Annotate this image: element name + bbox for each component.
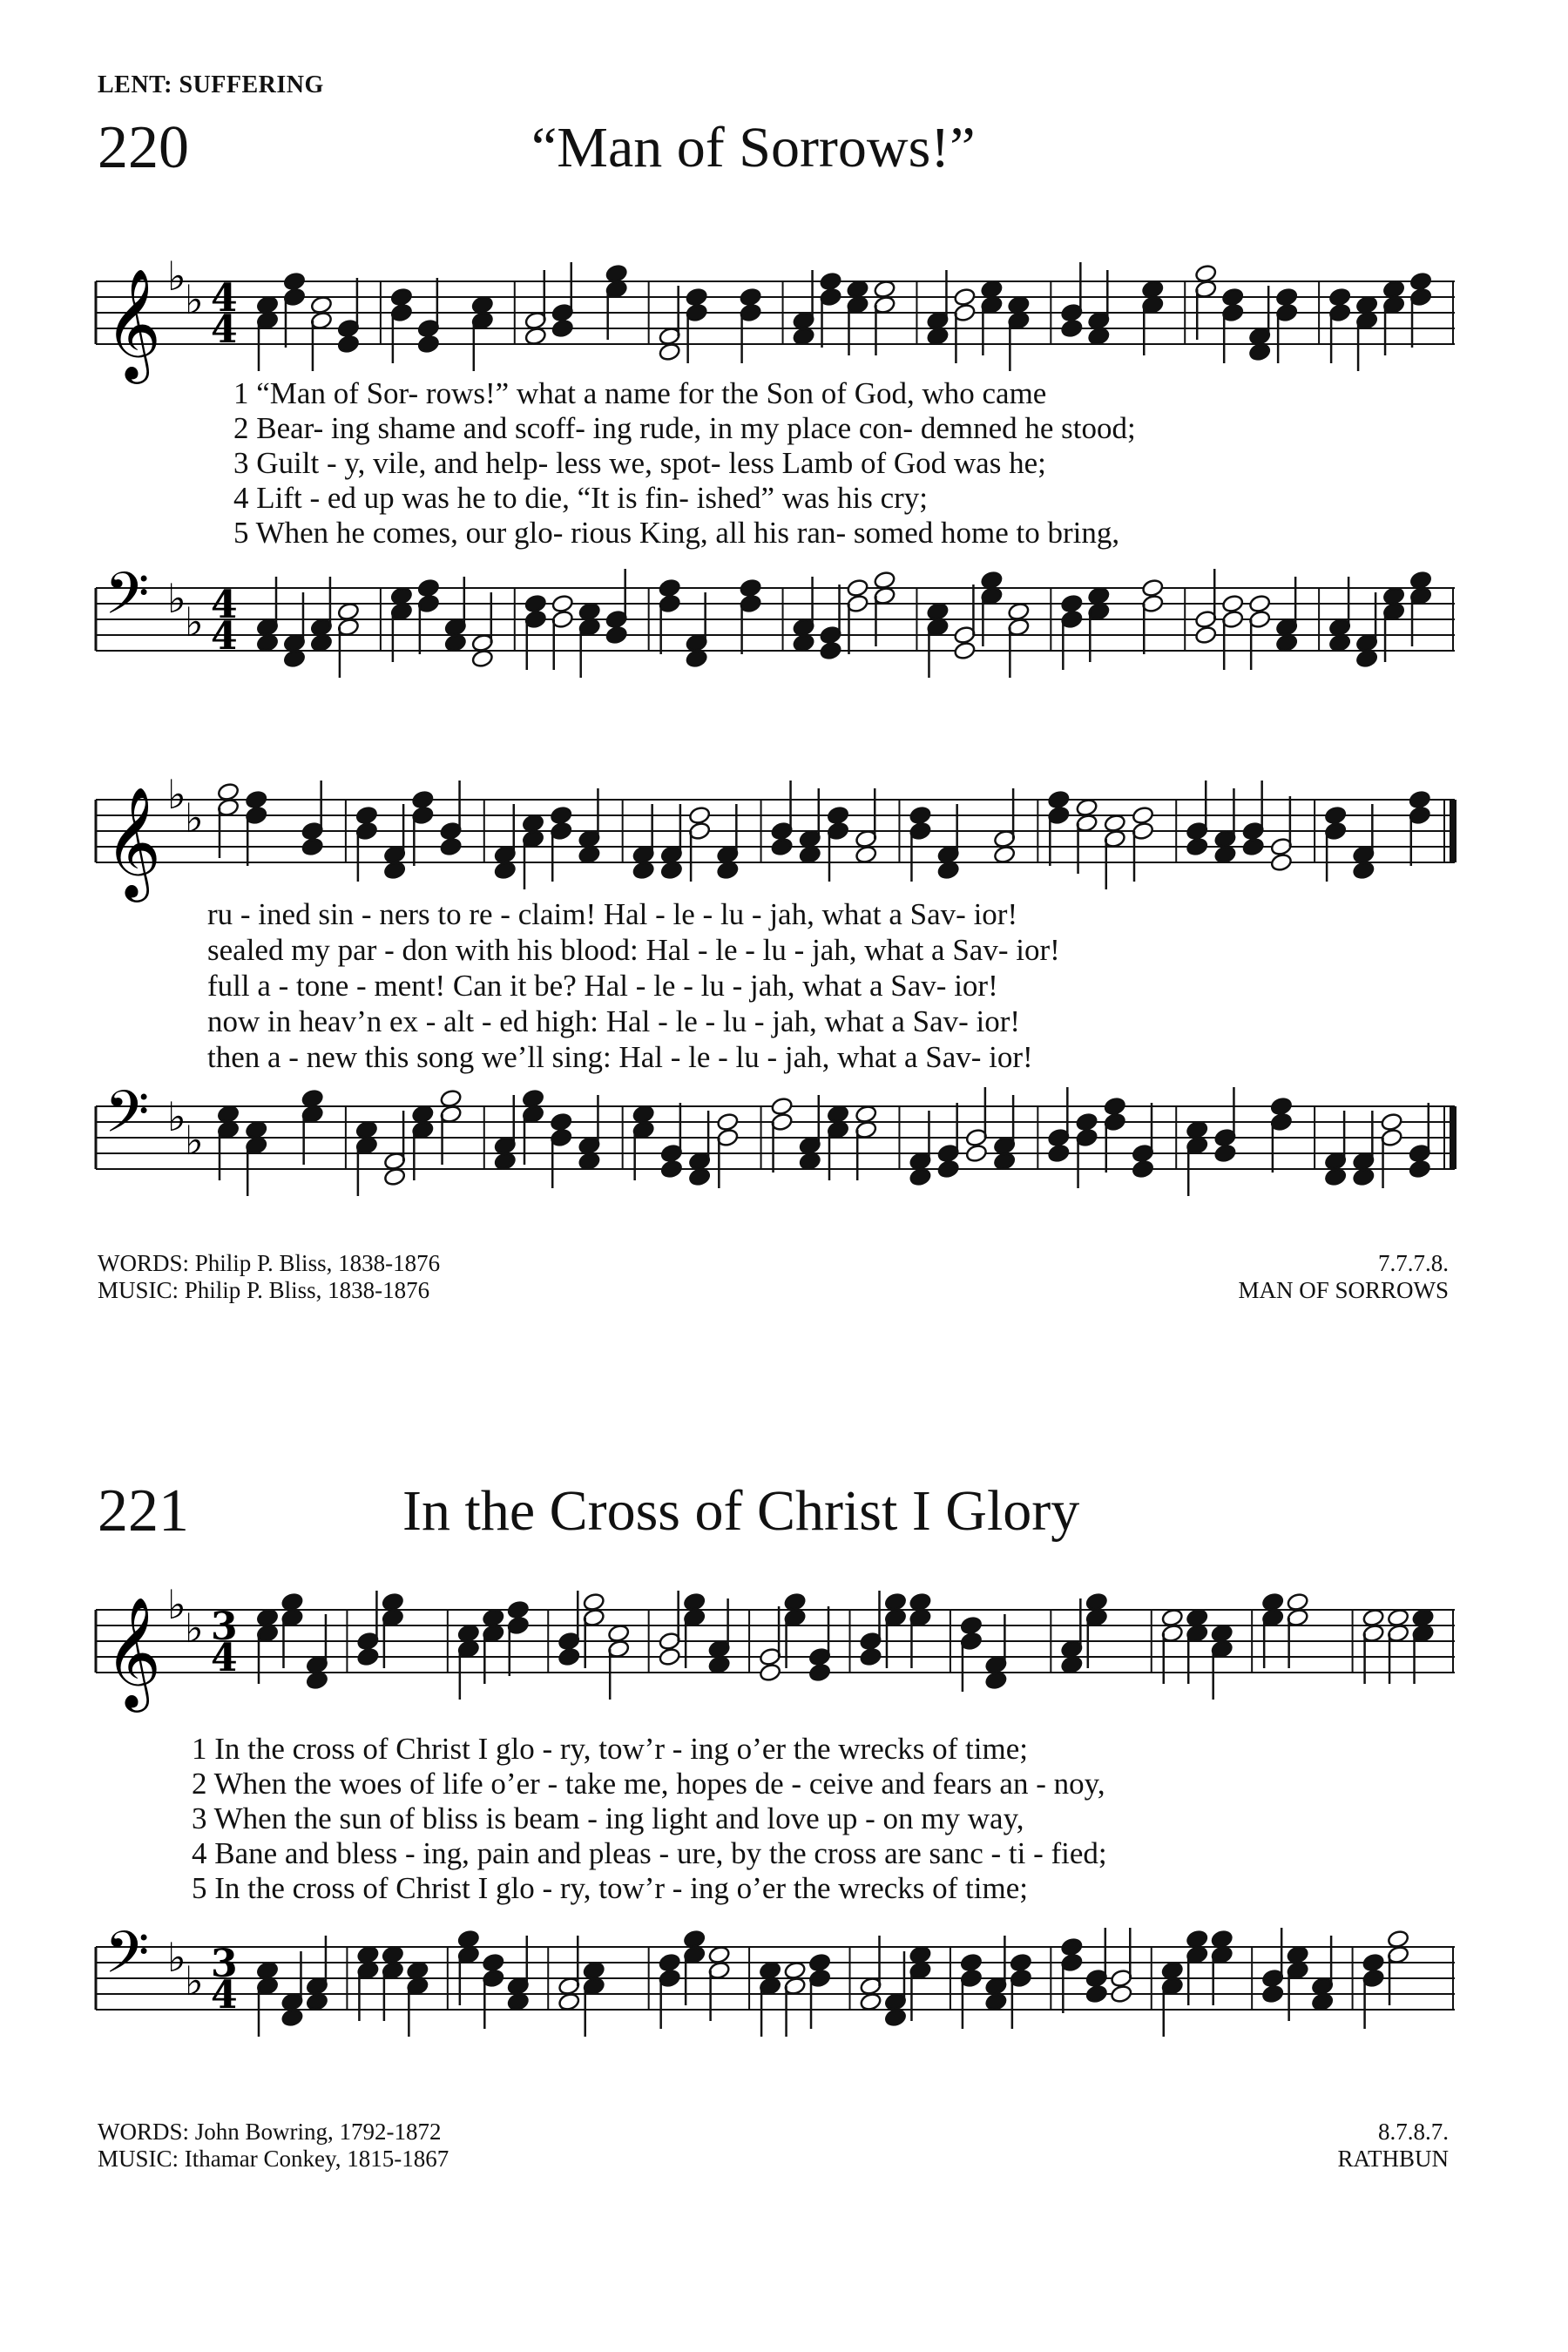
half-note (1194, 625, 1217, 645)
treble-staff (96, 240, 1455, 379)
quarter-note (1362, 1953, 1385, 1973)
half-note (783, 1961, 806, 1981)
lyric-line: 1 “Man of Sor- rows!” what a name for the Son of God, who came (233, 376, 1047, 410)
quarter-note (909, 1592, 931, 1612)
quarter-note (819, 272, 841, 292)
quarter-note (355, 1120, 378, 1140)
quarter-note (686, 649, 708, 669)
quarter-note (1221, 287, 1244, 308)
lyric-line: 3 Guilt - y, vile, and help- less we, spot- less Lamb of God was he; (233, 446, 1046, 480)
credits (98, 1250, 440, 1304)
quarter-note (310, 633, 333, 653)
flat-icon: ♭ (185, 1117, 204, 1164)
quarter-note (659, 1953, 681, 1973)
quarter-note (558, 1647, 580, 1667)
half-note (1248, 594, 1271, 614)
quarter-note (1211, 1624, 1233, 1644)
quarter-note (659, 578, 681, 598)
quarter-note (632, 1105, 655, 1125)
quarter-note (1186, 837, 1208, 857)
quarter-note (406, 1961, 429, 1981)
half-note (1075, 798, 1098, 818)
flat-icon: ♭ (167, 1093, 186, 1140)
half-note (1380, 1112, 1402, 1132)
flat-icon: ♭ (185, 1605, 204, 1652)
half-note (310, 295, 333, 315)
tune-info (1337, 2119, 1449, 2173)
quarter-note (1324, 806, 1347, 826)
tune-info (1238, 1250, 1449, 1304)
quarter-note (1161, 1961, 1184, 1981)
lyric-line: full a - tone - ment! Can it be? Hal - le - lu - jah, what a Sav- ior! (207, 969, 998, 1003)
time-signature-top: 3 (211, 1942, 238, 1986)
quarter-note (280, 1592, 303, 1612)
lyric-line: ru - ined sin - ners to re - claim! Hal - le - lu - jah, what a Sav- ior! (207, 897, 1018, 931)
quarter-note (792, 633, 814, 653)
half-note (1362, 1608, 1385, 1628)
quarter-note (1409, 1159, 1431, 1179)
quarter-note (578, 1152, 600, 1172)
quarter-note (909, 1167, 931, 1187)
quarter-note (411, 1105, 434, 1125)
quarter-note (1047, 1144, 1070, 1164)
flat-icon: ♭ (167, 575, 186, 622)
quarter-note (1047, 790, 1070, 810)
quarter-note (1352, 1167, 1375, 1187)
quarter-note (1382, 280, 1405, 300)
quarter-note (494, 1152, 517, 1172)
quarter-note (770, 837, 793, 857)
quarter-note (605, 264, 628, 284)
lyric-line: 5 In the cross of Christ I glo - ry, tow’r - ing o’er the wrecks of time; (192, 1871, 1028, 1905)
quarter-note (926, 327, 949, 347)
quarter-note (522, 814, 544, 834)
quarter-note (383, 861, 406, 881)
quarter-note (960, 1616, 983, 1636)
lyric-line: 4 Lift - ed up was he to die, “It is fin- ished” was his cry; (233, 481, 929, 515)
quarter-note (1409, 790, 1431, 810)
quarter-note (984, 1992, 1007, 2012)
quarter-note (1007, 295, 1030, 315)
quarter-note (1287, 1945, 1309, 1965)
quarter-note (740, 578, 762, 598)
quarter-note (846, 280, 868, 300)
time-signature-top: 4 (211, 583, 238, 627)
lyric-line: 5 When he comes, our glo- rious King, all his ran- somed home to bring, (233, 516, 1120, 550)
music-credit: MUSIC: Ithamar Conkey, 1815-1867 (98, 2146, 449, 2172)
quarter-note (1060, 594, 1083, 614)
half-note (1287, 1592, 1309, 1612)
quarter-note (1087, 586, 1110, 606)
flat-icon: ♭ (185, 1957, 204, 2004)
bass-clef-icon: 𝄢 (105, 560, 150, 641)
half-note (217, 782, 240, 802)
half-note (383, 1167, 406, 1187)
quarter-note (1409, 272, 1432, 292)
quarter-note (1352, 861, 1375, 881)
quarter-note (1242, 837, 1265, 857)
half-note (859, 1992, 882, 2012)
quarter-note (1186, 1120, 1208, 1140)
quarter-note (256, 1608, 279, 1628)
quarter-note (1270, 1097, 1293, 1117)
quarter-note (356, 1647, 379, 1667)
quarter-note (926, 602, 949, 622)
quarter-note (980, 571, 1003, 591)
quarter-note (827, 806, 849, 826)
quarter-note (859, 1647, 882, 1667)
half-note (993, 845, 1016, 865)
quarter-note (301, 837, 324, 857)
quarter-note (1328, 287, 1351, 308)
half-note (759, 1663, 781, 1683)
half-note (1221, 594, 1244, 614)
quarter-note (909, 806, 931, 826)
quarter-note (1324, 1167, 1347, 1187)
quarter-note (507, 1600, 530, 1620)
half-note (855, 845, 877, 865)
tune-name: RATHBUN (1337, 2146, 1449, 2172)
time-signature-bottom: 4 (211, 1636, 238, 1680)
quarter-note (283, 649, 306, 669)
time-signature-top: 3 (211, 1605, 238, 1649)
quarter-note (301, 1089, 324, 1109)
quarter-note (306, 1671, 328, 1691)
half-note (551, 594, 574, 614)
quarter-note (686, 287, 708, 308)
lyric-line: 2 Bear- ing shame and scoff- ing rude, in my place con- demned he stood; (233, 411, 1136, 445)
quarter-note (660, 861, 683, 881)
flat-icon: ♭ (185, 794, 204, 841)
hymn-number: 220 (98, 114, 189, 181)
quarter-note (960, 1953, 983, 1973)
quarter-note (909, 1945, 931, 1965)
quarter-note (439, 837, 462, 857)
half-note (583, 1592, 605, 1612)
quarter-note (245, 1120, 267, 1140)
half-note (846, 578, 868, 598)
half-note (1132, 806, 1154, 826)
quarter-note (1355, 295, 1378, 315)
quarter-note (683, 1930, 706, 1950)
quarter-note (1261, 1984, 1284, 2004)
half-note (1007, 602, 1030, 622)
half-note (524, 327, 547, 347)
half-note (1270, 853, 1293, 873)
credits (98, 2119, 449, 2173)
quarter-note (1213, 845, 1236, 865)
half-note (439, 1089, 462, 1109)
words-credit: WORDS: John Bowring, 1792-1872 (98, 2119, 442, 2145)
quarter-note (605, 625, 628, 645)
lyric-line: 3 When the sun of bliss is beam - ing light and love up - on my way, (192, 1801, 1024, 1835)
half-note (1161, 1608, 1184, 1628)
quarter-note (524, 594, 547, 614)
quarter-note (716, 861, 739, 881)
quarter-note (411, 790, 434, 810)
treble-clef-icon: 𝄞 (105, 267, 162, 379)
quarter-note (1132, 1159, 1154, 1179)
quarter-note (937, 1159, 960, 1179)
lyric-line: 1 In the cross of Christ I glo - ry, tow’r - ing o’er the wrecks of time; (192, 1732, 1028, 1766)
quarter-note (578, 845, 600, 865)
quarter-note (827, 1105, 849, 1125)
half-note (1194, 264, 1217, 284)
quarter-note (256, 633, 279, 653)
half-note (953, 287, 976, 308)
half-note (716, 1112, 739, 1132)
words-credit: WORDS: Philip P. Bliss, 1838-1876 (98, 1250, 441, 1276)
time-signature-bottom: 4 (211, 308, 238, 352)
quarter-note (390, 586, 413, 606)
tune-name: MAN OF SORROWS (1238, 1277, 1449, 1303)
quarter-note (382, 1945, 404, 1965)
quarter-note (783, 1592, 806, 1612)
quarter-note (884, 1592, 907, 1612)
quarter-note (792, 327, 814, 347)
quarter-note (1060, 1655, 1083, 1675)
quarter-note (337, 335, 360, 355)
quarter-note (283, 272, 306, 292)
quarter-note (1104, 1097, 1126, 1117)
half-note (1387, 1930, 1409, 1950)
quarter-note (1186, 1930, 1208, 1950)
quarter-note (471, 295, 494, 315)
half-note (1104, 814, 1126, 834)
quarter-note (993, 1152, 1016, 1172)
quarter-note (808, 1953, 831, 1973)
half-note (1387, 1608, 1409, 1628)
half-note (770, 1097, 793, 1117)
bass-staff (96, 562, 1455, 719)
quarter-note (444, 633, 467, 653)
half-note (659, 1647, 681, 1667)
quarter-note (217, 1105, 240, 1125)
quarter-note (819, 641, 841, 661)
quarter-note (799, 1152, 821, 1172)
quarter-note (984, 1671, 1007, 1691)
quarter-note (583, 1961, 605, 1981)
quarter-note (550, 806, 572, 826)
treble-staff (96, 758, 1455, 897)
music-credit: MUSIC: Philip P. Bliss, 1838-1876 (98, 1277, 430, 1303)
quarter-note (256, 1961, 279, 1981)
hymn-title: In the Cross of Christ I Glory (402, 1479, 1080, 1543)
half-note (688, 806, 711, 826)
lyric-line: 4 Bane and bless - ing, pain and pleas - ure, by the cross are sanc - ti - fied; (192, 1836, 1107, 1870)
quarter-note (1075, 1112, 1098, 1132)
quarter-note (660, 1159, 683, 1179)
section-label: LENT: SUFFERING (98, 71, 324, 98)
half-note (873, 571, 896, 591)
half-note (471, 649, 494, 669)
quarter-note (382, 1592, 404, 1612)
quarter-note (980, 280, 1003, 300)
time-signature-bottom: 4 (211, 1973, 238, 2017)
quarter-note (482, 1953, 504, 1973)
quarter-note (1411, 1608, 1434, 1628)
quarter-note (1355, 649, 1378, 669)
hymn-title: “Man of Sorrows!” (531, 116, 976, 179)
half-note (1110, 1984, 1132, 2004)
time-signature-bottom: 4 (211, 614, 238, 659)
bass-clef-icon: 𝄢 (105, 1919, 150, 2000)
flat-icon: ♭ (167, 1581, 186, 1628)
quarter-note (306, 1992, 328, 2012)
half-note (1141, 578, 1164, 598)
quarter-note (799, 845, 821, 865)
quarter-note (1060, 1937, 1083, 1957)
time-signature-top: 4 (211, 276, 238, 321)
quarter-note (1275, 287, 1298, 308)
lyric-line: now in heav’n ex - alt - ed high: Hal - le - lu - jah, what a Sav- ior! (207, 1004, 1021, 1038)
quarter-note (355, 806, 378, 826)
quarter-note (417, 335, 440, 355)
quarter-note (759, 1961, 781, 1981)
quarter-note (1010, 1953, 1032, 1973)
quarter-note (1275, 633, 1298, 653)
quarter-note (1085, 1984, 1108, 2004)
bass-clef-icon: 𝄢 (105, 1078, 150, 1159)
quarter-note (740, 287, 762, 308)
flat-icon: ♭ (185, 598, 204, 645)
treble-clef-icon: 𝄞 (105, 1596, 162, 1707)
quarter-note (507, 1992, 530, 2012)
quarter-note (1141, 280, 1164, 300)
quarter-note (482, 1608, 504, 1628)
bass-staff (96, 1080, 1455, 1237)
quarter-note (578, 602, 601, 622)
quarter-note (1186, 1608, 1208, 1628)
quarter-note (256, 295, 279, 315)
bass-staff (96, 1921, 1455, 2095)
half-note (965, 1144, 988, 1164)
quarter-note (356, 1945, 379, 1965)
quarter-note (280, 2008, 303, 2028)
quarter-note (1248, 342, 1271, 362)
lyric-line: then a - new this song we’ll sing: Hal - le - lu - jah, what a Sav- ior! (207, 1040, 1033, 1074)
quarter-note (708, 1655, 731, 1675)
flat-icon: ♭ (167, 1934, 186, 1981)
half-note (659, 342, 681, 362)
quarter-note (1409, 571, 1432, 591)
half-note (558, 1992, 580, 2012)
quarter-note (937, 861, 960, 881)
half-note (873, 280, 896, 300)
quarter-note (632, 861, 655, 881)
half-note (708, 1945, 731, 1965)
half-note (337, 602, 360, 622)
quarter-note (390, 287, 413, 308)
quarter-note (1261, 1592, 1284, 1612)
quarter-note (522, 1089, 544, 1109)
quarter-note (1213, 1144, 1236, 1164)
quarter-note (457, 1930, 480, 1950)
quarter-note (683, 1592, 706, 1612)
quarter-note (417, 578, 440, 598)
meter: 7.7.7.8. (1378, 1250, 1449, 1276)
quarter-note (1060, 319, 1083, 339)
half-note (607, 1624, 630, 1644)
half-note (855, 1105, 877, 1125)
quarter-note (808, 1663, 831, 1683)
quarter-note (1211, 1930, 1233, 1950)
quarter-note (1328, 633, 1351, 653)
flat-icon: ♭ (167, 253, 186, 300)
quarter-note (494, 861, 517, 881)
flat-icon: ♭ (167, 771, 186, 818)
quarter-note (245, 790, 267, 810)
quarter-note (884, 2008, 907, 2028)
quarter-note (457, 1624, 480, 1644)
treble-clef-icon: 𝄞 (105, 786, 162, 897)
treble-staff (96, 1568, 1455, 1707)
meter: 8.7.8.7. (1378, 2119, 1449, 2145)
flat-icon: ♭ (185, 276, 204, 323)
quarter-note (1382, 586, 1405, 606)
hymn-number: 221 (98, 1477, 189, 1544)
lyric-line: 2 When the woes of life o’er - take me, hopes de - ceive and fears an - noy, (192, 1767, 1105, 1801)
quarter-note (1311, 1992, 1334, 2012)
quarter-note (1085, 1592, 1108, 1612)
quarter-note (1087, 327, 1110, 347)
quarter-note (550, 1112, 572, 1132)
lyric-line: sealed my par - don with his blood: Hal - le - lu - jah, what a Sav- ior! (207, 933, 1060, 967)
quarter-note (688, 1167, 711, 1187)
quarter-note (551, 319, 574, 339)
half-note (953, 641, 976, 661)
